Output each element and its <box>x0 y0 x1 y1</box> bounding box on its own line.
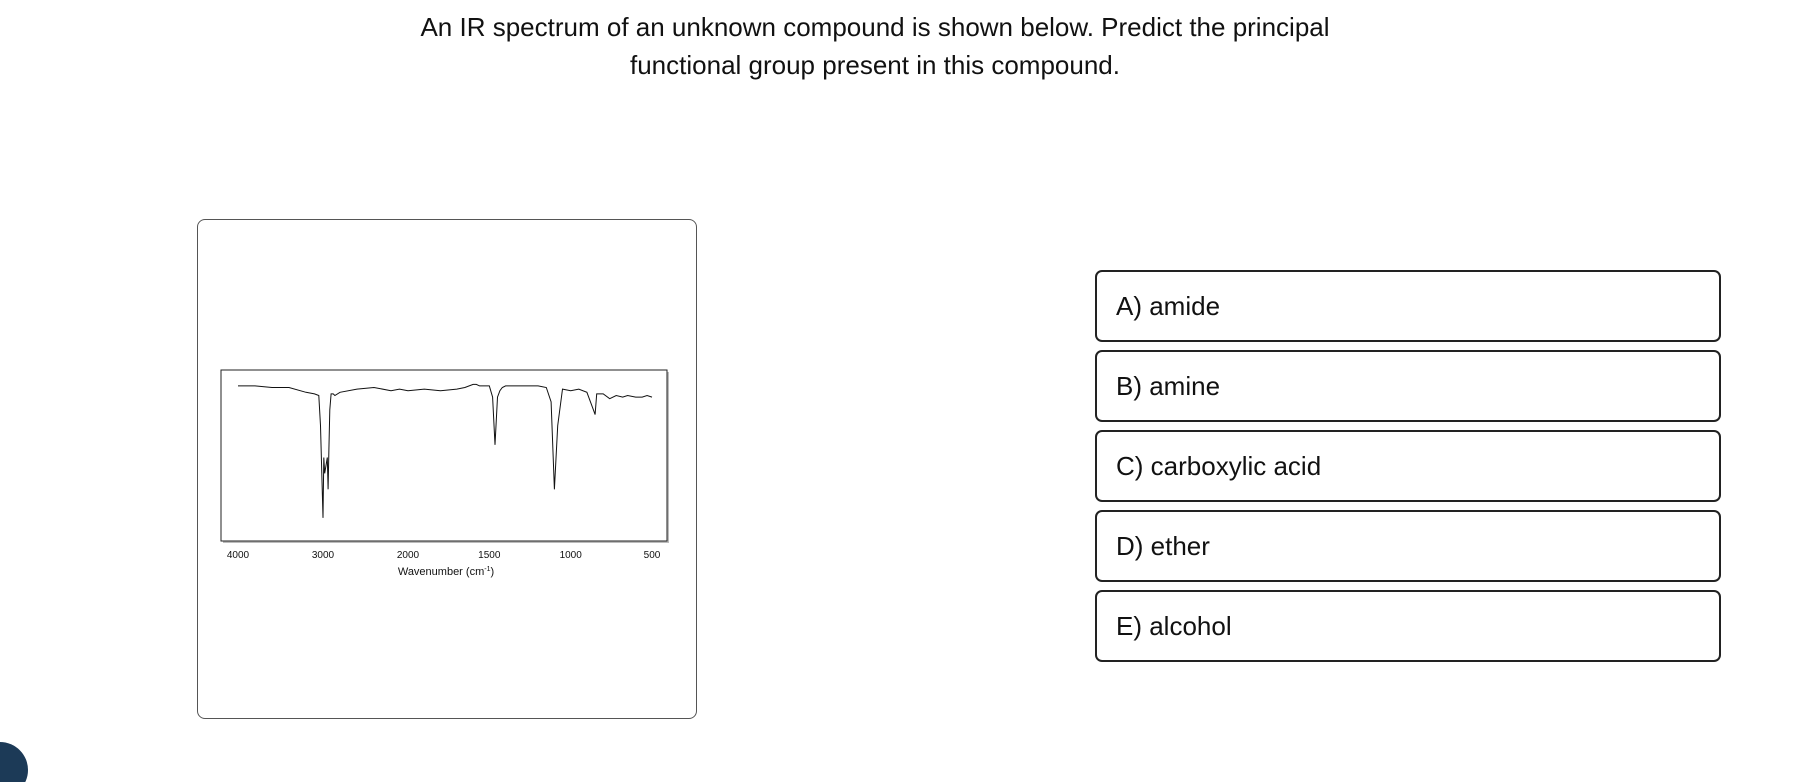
option-b-button[interactable]: B) amine <box>1095 350 1721 422</box>
option-e-button[interactable]: E) alcohol <box>1095 590 1721 662</box>
x-axis-label <box>398 566 494 578</box>
x-tick-label: 1500 <box>478 550 501 561</box>
ir-spectrum-card <box>197 219 697 719</box>
option-d-button[interactable]: D) ether <box>1095 510 1721 582</box>
x-tick-label: 4000 <box>226 550 250 561</box>
option-c-button[interactable]: C) carboxylic acid <box>1095 430 1721 502</box>
x-tick-label: 500 <box>643 550 661 561</box>
x-axis-label-sup: -1 <box>484 566 491 573</box>
ir-spectrum-chart <box>198 220 698 720</box>
option-a-button[interactable]: A) amide <box>1095 270 1721 342</box>
x-axis-label-suffix: ) <box>490 566 495 578</box>
x-axis-label-prefix: Wavenumber (cm <box>397 566 485 578</box>
answer-options <box>1095 270 1721 670</box>
x-tick-label: 1000 <box>559 550 582 561</box>
x-tick-label: 3000 <box>311 550 335 561</box>
x-tick-label: 2000 <box>396 550 420 561</box>
plot-frame <box>221 370 667 541</box>
help-button[interactable] <box>0 742 28 782</box>
question-text: An IR spectrum of an unknown compound is shown below. Predict the principal functional group present in this compound. <box>420 12 1330 80</box>
